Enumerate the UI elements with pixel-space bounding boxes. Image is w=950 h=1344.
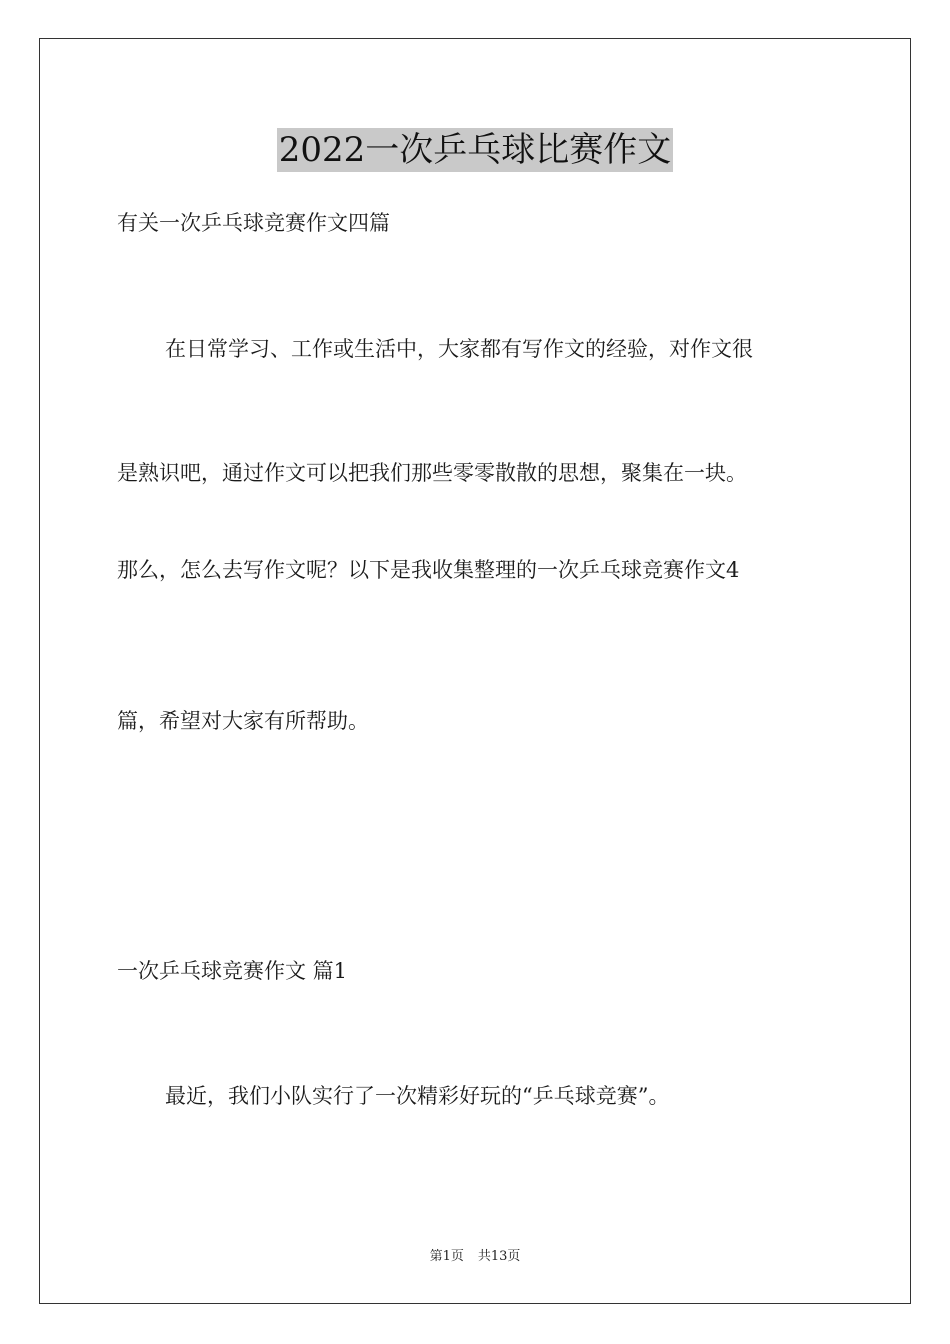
- intro-line-2: 是熟识吧，通过作文可以把我们那些零零散散的思想，聚集在一块。: [117, 461, 747, 485]
- page-total: 共13页: [477, 1249, 521, 1264]
- intro-line-4: 篇，希望对大家有所帮助。: [117, 709, 369, 733]
- intro-line-1: 在日常学习、工作或生活中，大家都有写作文的经验，对作文很: [165, 337, 753, 361]
- page-number: 第1页: [429, 1249, 464, 1264]
- title-container: [0, 128, 950, 172]
- document-subtitle: 有关一次乒乓球竞赛作文四篇: [117, 211, 390, 235]
- intro-line-3: 那么，怎么去写作文呢？以下是我收集整理的一次乒乓球竞赛作文4: [117, 558, 740, 582]
- section-heading: 一次乒乓球竞赛作文 篇1: [117, 959, 348, 983]
- page-footer: [0, 1248, 950, 1266]
- section-first-line: 最近，我们小队实行了一次精彩好玩的“乒乓球竞赛”。: [165, 1084, 670, 1108]
- document-title: 2022一次乒乓球比赛作文: [278, 130, 672, 170]
